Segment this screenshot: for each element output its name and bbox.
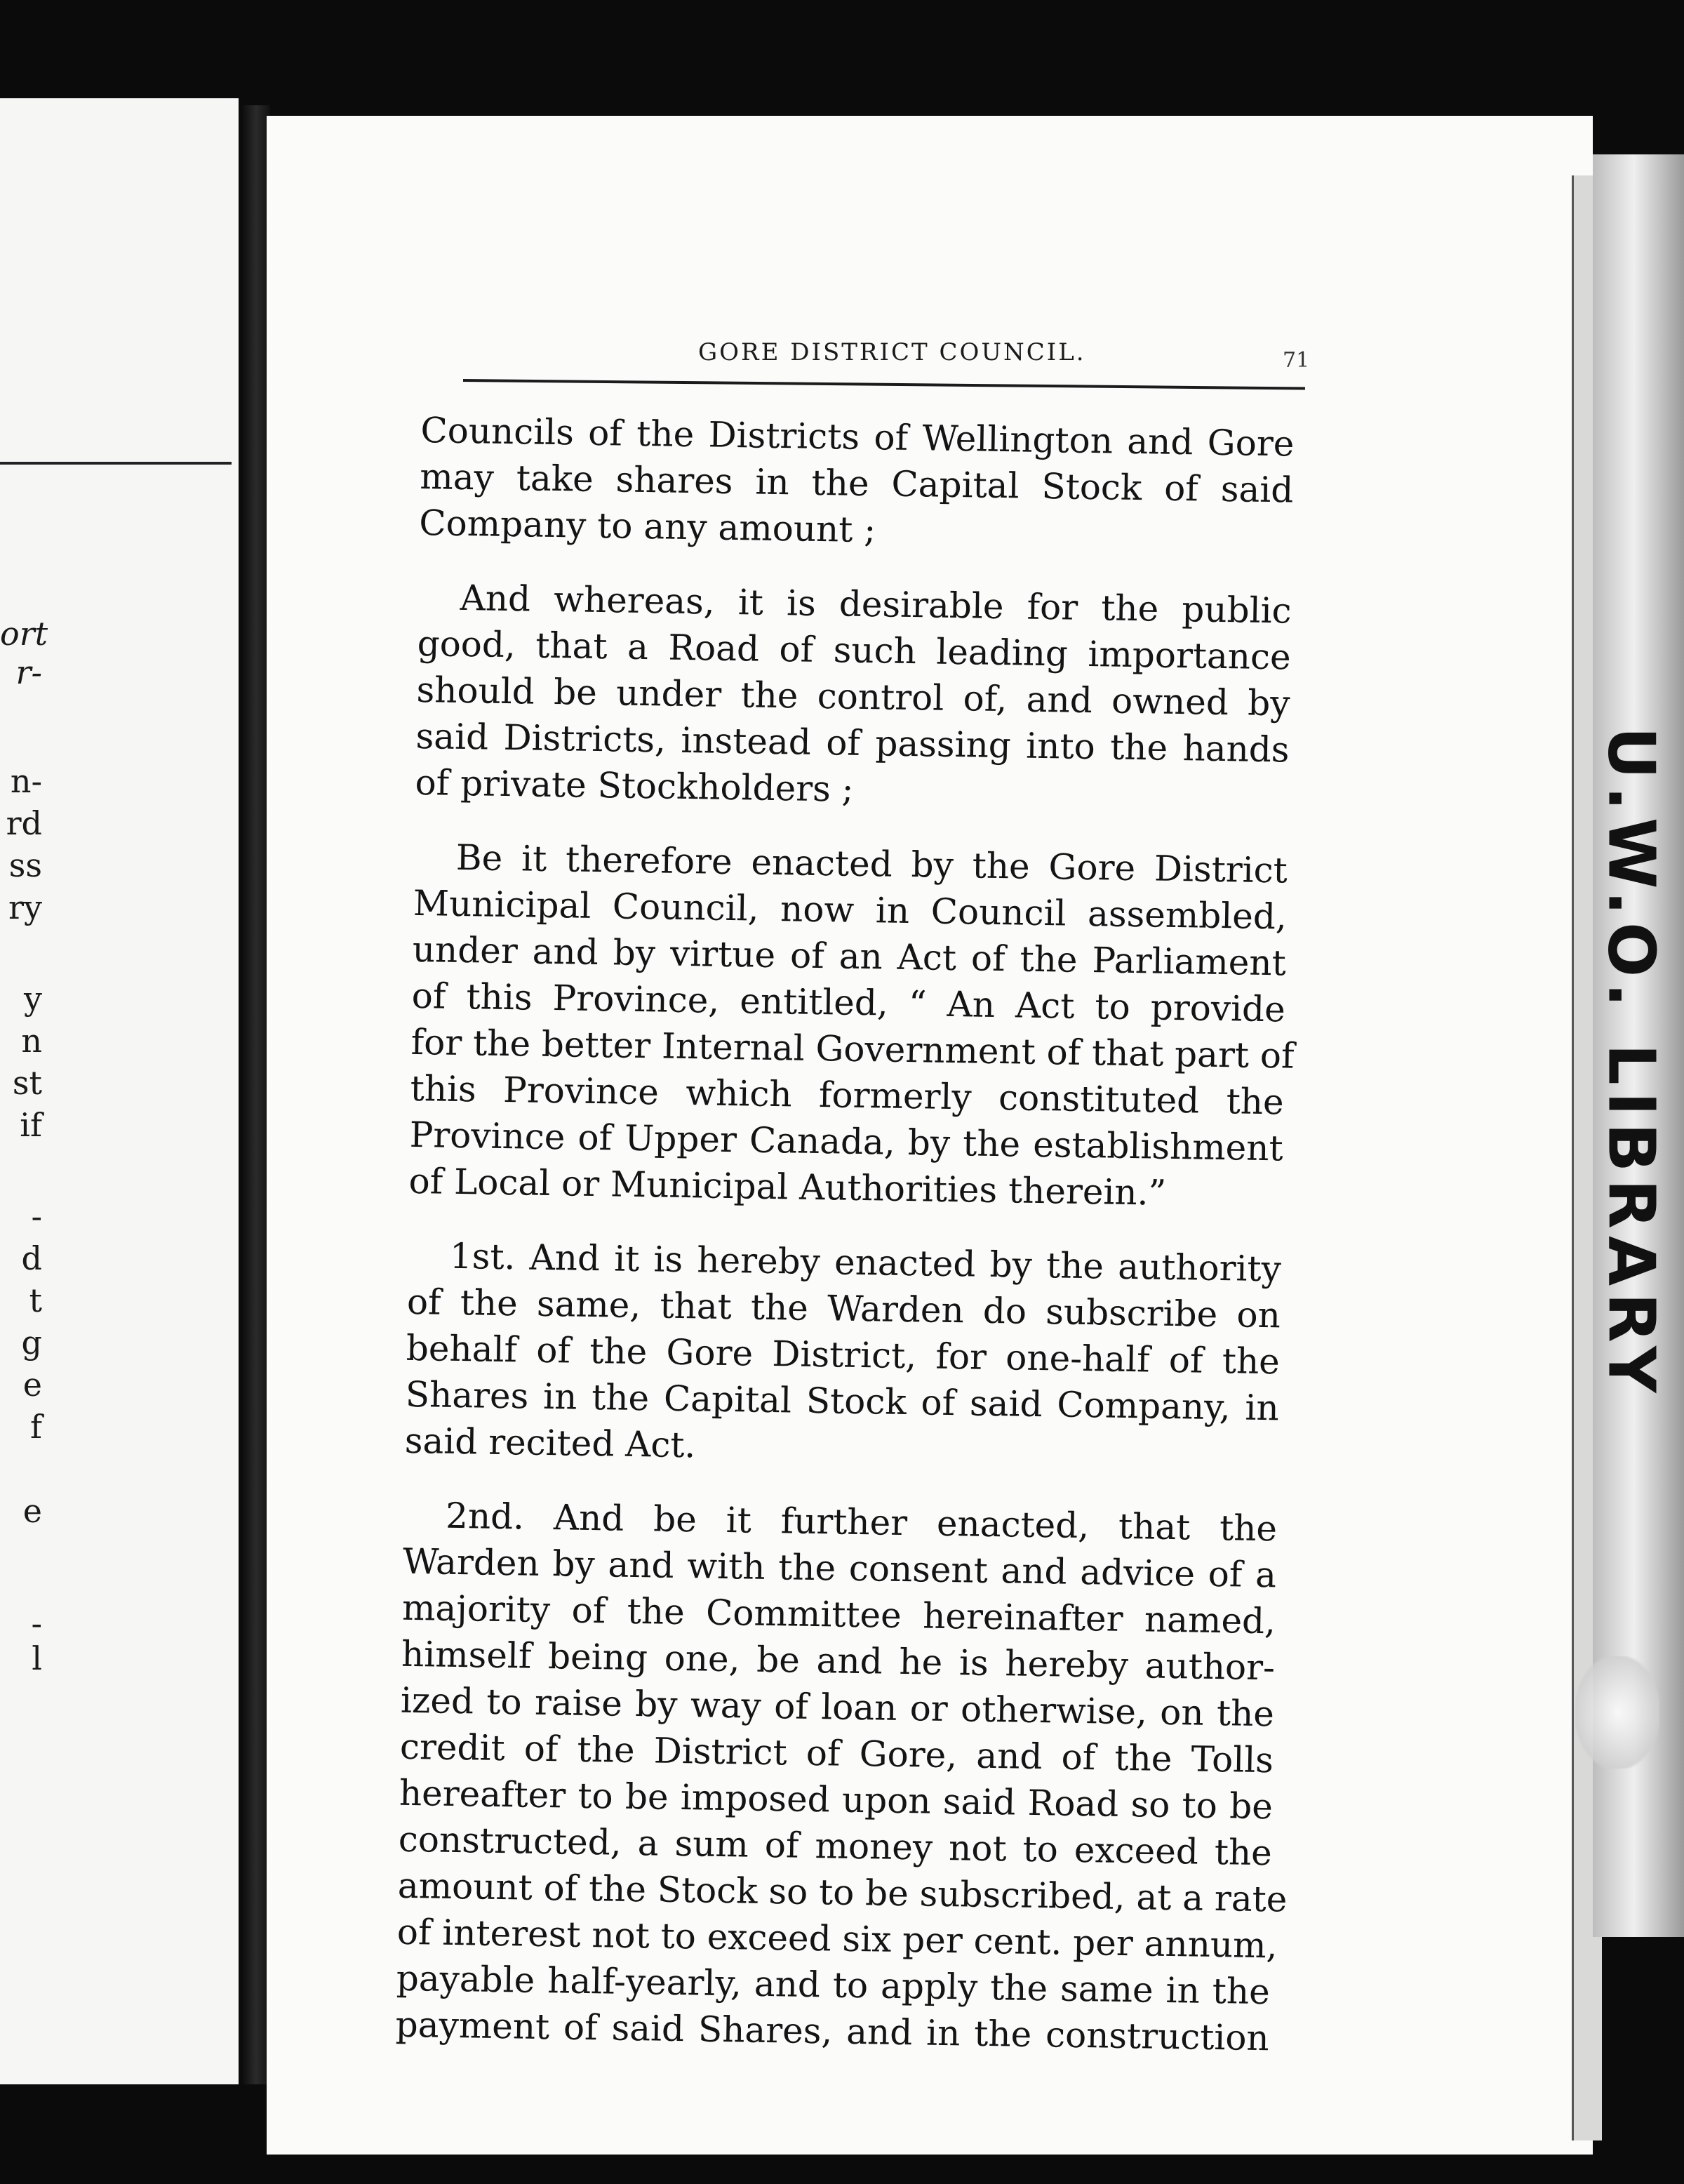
text-line: ized to raise by way of loan or otherwise, on the [400,1679,1275,1735]
text-line: payable half-yearly, and to apply the same in the [396,1957,1271,2013]
text-line: Province of Upper Canada, by the establishment [409,1114,1284,1169]
text-line: constructed, a sum of money not to exceed the [398,1818,1273,1874]
text-line: said Districts, instead of passing into the hands [415,715,1290,771]
paragraph-4 [404,1232,1281,1478]
left-page-fragment: if [20,1106,42,1144]
book-gutter [242,105,270,2084]
left-page-fragment: t [29,1281,42,1319]
left-page-fragment: rd [6,804,42,842]
text-line: Be it therefore enacted by the Gore District [455,837,1288,891]
text-line: said recited Act. [404,1420,696,1466]
text-line: And whereas, it is desirable for the public [460,577,1292,632]
left-page-fragment: e [22,1492,42,1530]
text-line: good, that a Road of such leading importance [417,622,1292,678]
left-page-fragment: d [21,1239,42,1277]
left-page-fragment: y [24,980,42,1018]
text-line: under and by virtue of an Act of the Parliament [412,928,1287,984]
left-page-fragment: e [22,1366,42,1404]
text-line: 1st. And it is hereby enacted by the authority [449,1235,1282,1290]
text-line: of private Stockholders ; [415,761,854,810]
text-line: of interest not to exceed six per cent. per annum, [396,1911,1278,1966]
text-line: behalf of the Gore District, for one-half of the [406,1327,1281,1383]
text-line: amount of the Stock so to be subscribed, at a rate [397,1865,1288,1920]
left-page-fragment: ort [0,615,48,653]
left-page-fragment: st [12,1064,42,1102]
left-page-fragment: n [21,1022,42,1060]
left-page-fragment: - [31,1604,42,1642]
body-text [395,407,1295,2061]
left-page-fragment: - [31,1197,42,1235]
text-line: Municipal Council, now in Council assembled, [413,882,1288,938]
left-page-fragment: l [32,1639,42,1677]
text-line: credit of the District of Gore, and of the Tolls [399,1726,1274,1781]
paragraph-3 [408,834,1295,1218]
paragraph-1 [419,407,1295,560]
text-line: 2nd. And be it further enacted, that the [445,1495,1278,1550]
left-page-rule [0,462,232,465]
text-line: Councils of the Districts of Wellington and Gore [420,409,1295,465]
text-line: of this Province, entitled, “ An Act to provide [411,975,1286,1030]
left-page-fragment: r- [15,653,42,691]
text-line: may take shares in the Capital Stock of said [419,455,1294,511]
text-line: payment of said Shares, and in the construction [395,2004,1270,2059]
text-line: Warden by and with the consent and advice of a [402,1540,1277,1596]
text-line: should be under the control of, and owned by [416,669,1290,724]
page-number: 71 [1283,348,1310,373]
text-line: Company to any amount ; [418,502,876,551]
text-line: of Local or Municipal Authorities therein.” [408,1160,1167,1213]
spine-library-label: U.W.O. LIBRARY [1593,726,1669,1400]
left-page-fragment: g [21,1324,42,1361]
running-head: GORE DISTRICT COUNCIL. [698,338,1086,366]
left-page-fragment: f [29,1408,42,1446]
left-page-fragment: n- [10,762,42,800]
text-line: this Province which formerly constituted the [410,1067,1285,1123]
text-line: of the same, that the Warden do subscribe on [406,1281,1281,1336]
paragraph-2 [415,574,1292,820]
left-facing-page [0,98,239,2084]
text-line: himself being one, be and he is hereby author- [401,1633,1276,1689]
text-line: majority of the Committee hereinafter named, [401,1587,1276,1642]
text-line: hereafter to be imposed upon said Road so to be [399,1772,1274,1827]
text-line: Shares in the Capital Stock of said Company, in [405,1373,1280,1429]
left-page-fragment: ss [8,846,42,884]
text-line: for the better Internal Government of that part of [410,1021,1295,1077]
spine-stamp [1575,1656,1659,1769]
left-page-fragment: ry [8,888,42,926]
paragraph-5 [395,1492,1288,2061]
